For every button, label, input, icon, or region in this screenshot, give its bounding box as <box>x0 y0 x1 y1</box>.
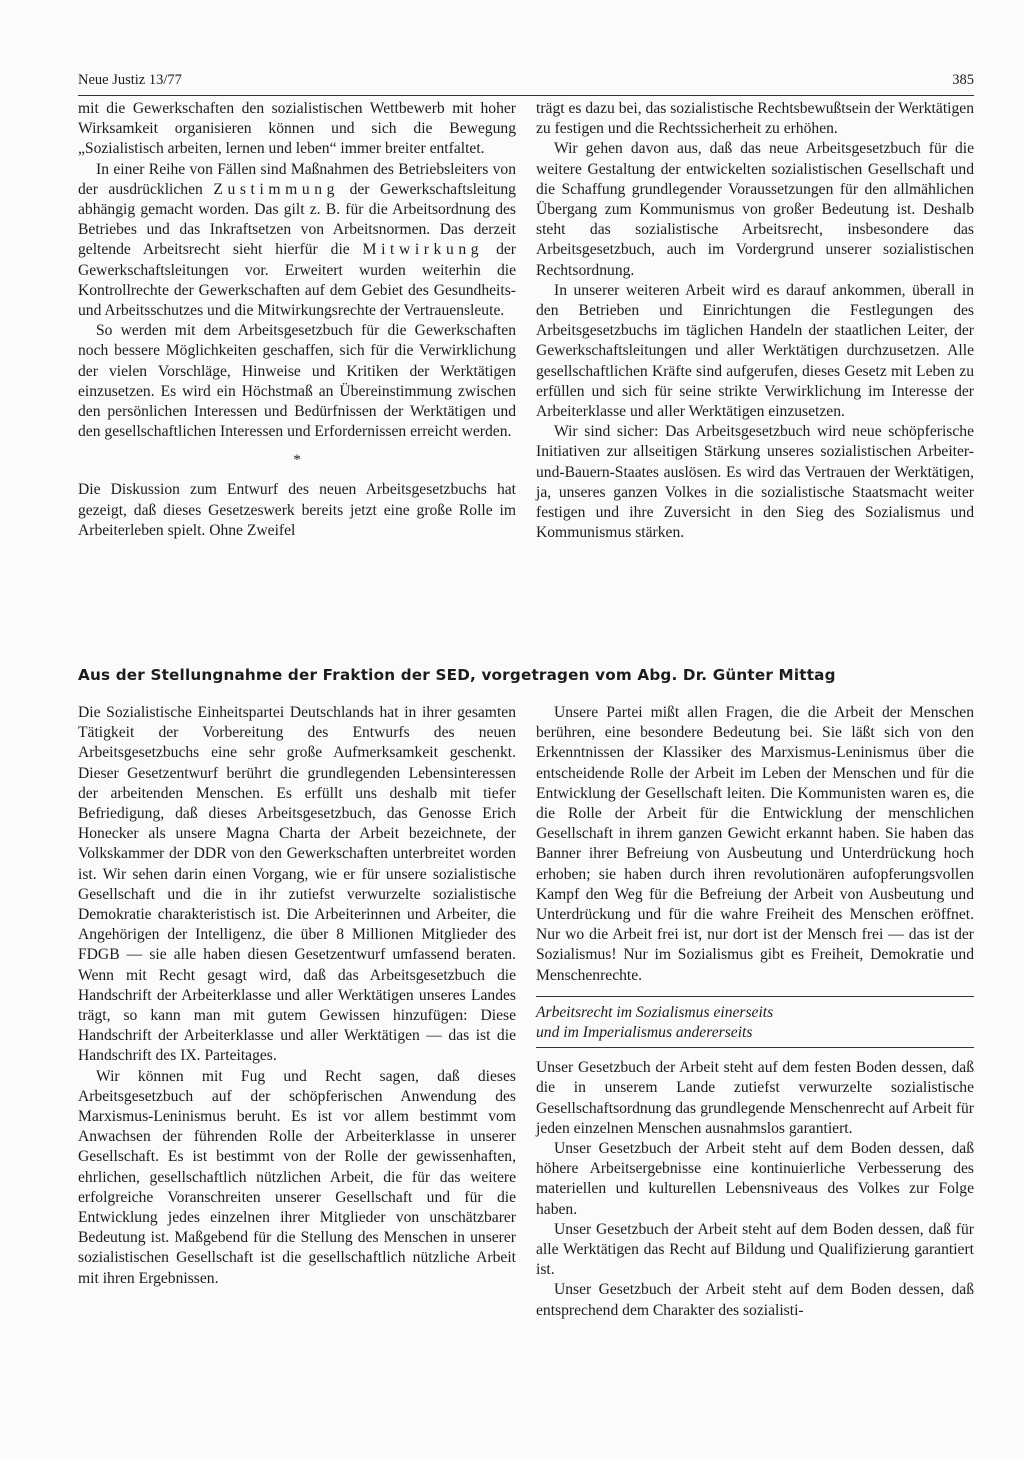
section-separator: * <box>293 452 301 469</box>
paragraph: Unser Gesetzbuch der Arbeit steht auf dem Boden dessen, daß höhere Arbeitsergebnisse eine kontinuierliche Verbesserung des materiellen und kulturellen Lebensniveaus des Volkes zur Folge haben. <box>536 1140 974 1218</box>
paragraph: Unser Gesetzbuch der Arbeit steht auf dem festen Boden dessen, daß die in unserem Lande zutiefst verwurzelte sozialistische Gesellschaftsordnung das grundlegende Menschenrecht auf Arbeit für jeden einzelnen Menschen ausnahmslos garantiert. <box>536 1059 974 1137</box>
paragraph: In unserer weiteren Arbeit wird es darauf ankommen, überall in den Betrieben und Einrichtungen die Festlegungen des Arbeitsgesetzbuchs im täglichen Handeln der staatlichen Leiter, der Gewerkschaftsleitungen und aller Werktätigen durchzusetzen. Alle gesellschaftlichen Kräfte sind aufgerufen, dieses Gesetz mit Leben zu erfüllen und sich für seine strikte Verwirklichung im Interesse der Arbeiterklasse und aller Werktätigen einzusetzen. <box>536 281 974 421</box>
page-number: 385 <box>952 72 974 88</box>
paragraph: Wir gehen davon aus, daß das neue Arbeitsgesetzbuch für die weitere Gestaltung der entwickelten sozialistischen Gesellschaft und die Schaffung grundlegender Voraussetzungen für den allmählichen Übergang zum Kommunismus von großer Bedeutung ist. Deshalb steht das sozialistische Arbeitsrecht, insbesondere das Arbeitsgesetzbuch, auch im Vordergrund unserer sozialistischen Rechtsordnung. <box>536 140 974 279</box>
journal-title: Neue Justiz 13/77 <box>78 72 182 88</box>
bottom-left-column <box>78 703 516 1289</box>
emphasis-spaced: Zustimmung <box>213 180 340 198</box>
page-header <box>78 72 974 94</box>
paragraph: mit die Gewerkschaften den sozialistischen Wettbewerb mit hoher Wirksamkeit organisieren können und sich die Bewegung „Sozialistisch arbeiten, lernen und leben“ immer breiter entfaltet. <box>78 100 516 158</box>
paragraph: Wir können mit Fug und Recht sagen, daß dieses Arbeitsgesetzbuch auf der schöpferischen Anwendung des Marxismus-Leninismus beruht. Es ist vor allem bestimmt vom Anwachsen der führenden Rolle der Arbeiterklasse in unserer Gesellschaft. Es ist bestimmt von der Rolle der gewissenhaften, ehrlichen, gesellschaftlich nützlichen Arbeit, die für das weitere erfolgreiche Voranschreiten unserer Gesellschaft und für die Entwicklung jedes einzelnen ihrer Mitglieder von unschätzbarer Bedeutung ist. Maßgebend für die Stellung des Menschen in unserer sozialistischen Gesellschaft ist die gesellschaftlich nützliche Arbeit mit ihren Ergebnissen. <box>78 1067 516 1287</box>
paragraph: Unsere Partei mißt allen Fragen, die die Arbeit der Menschen berühren, eine besondere Bedeutung bei. Sie läßt sich von den Erkenntnissen der Klassiker des Marxismus-Leninismus über die entscheidende Rolle der Arbeit im Leben der Menschen und für die Entwicklung der Gesellschaft leiten. Die Kommunisten waren es, die die Rolle der Arbeit für die Entwicklung der menschlichen Gesellschaft in ihrem ganzen Gewicht erkannt haben. Sie haben das Banner ihrer Befreiung von Ausbeutung und Unterdrückung hoch erhoben; sie haben durch ihren revolutionären aufopferungsvollen Kampf den Weg für die Befreiung der Arbeit von Ausbeutung und Unterdrückung und für die wahre Freiheit des Menschen eröffnet. Nur wo die Arbeit frei ist, nur dort ist der Mensch frei — das ist der Sozialismus! Nur im Sozialismus gibt es Freiheit, Demokratie und Menschenrechte. <box>536 704 974 984</box>
top-left-column <box>78 99 516 541</box>
paragraph <box>78 160 516 322</box>
paragraph: Wir sind sicher: Das Arbeitsgesetzbuch wird neue schöpferische Initiativen zur allseitigen Stärkung unseres sozialistischen Arbeiter-und-Bauern-Staates auslösen. Es wird das Vertrauen der Werktätigen, ja, unseres ganzen Volkes in die sozialistische Staatsmacht weiter festigen und ihre Zuversicht in den Sieg des Sozialismus und Kommunismus stärken. <box>536 423 974 542</box>
emphasis-spaced: Mitwirkung <box>362 241 484 259</box>
subheading-line: Arbeitsrecht im Sozialismus einerseits <box>536 1003 774 1021</box>
paragraph: Die Sozialistische Einheitspartei Deutschlands hat in ihrer gesamten Tätigkeit der Vorbereitung des Entwurfs des neuen Arbeitsgesetzbuchs eine sehr große Aufmerksamkeit geschenkt. Dieser Gesetzentwurf berührt die grundlegenden Lebensinteressen der arbeitenden Menschen. Es erfüllt uns deshalb mit tiefer Befriedigung, daß dieses Arbeitsgesetzbuch, das Genosse Erich Honecker als unsere Magna Charta der Arbeit bezeichnete, der Volkskammer der DDR von den Gewerkschaften unterbreitet worden ist. Wir sehen darin einen Vorgang, wie er für unsere sozialistische Gesellschaft und die in ihr zutiefst verwurzelte sozialistische Demokratie charakteristisch ist. Die Arbeiterinnen und Arbeiter, die Angehörigen der Intelligenz, die über 8 Millionen Mitglieder des FDGB — sie alle haben diesen Gesetzentwurf umfassend beraten. Wenn mit Recht gesagt wird, daß das Arbeitsgesetzbuch die Handschrift der Arbeiterklasse und aller Werktätigen unseres Landes trägt, so kann man mit gutem Gewissen hinzufügen: Diese Handschrift der Arbeiterklasse und aller Werktätigen — das ist die Handschrift des IX. Parteitages. <box>78 704 516 1065</box>
subheading-line: und im Imperialismus andererseits <box>536 1024 753 1042</box>
top-right-column <box>536 99 974 543</box>
text-run: der Gewerkschaftsleitung abhängig gemacht worden. Das gilt z. B. für die Arbeitsordnung des Betriebes und das Inkraftsetzen von Arbeitsnormen. Das derzeit geltende Arbeitsrecht sieht hierfür die <box>78 180 516 259</box>
section-heading: Aus der Stellungnahme der Fraktion der SED, vorgetragen vom Abg. Dr. Günter Mittag <box>78 666 836 684</box>
paragraph: Unser Gesetzbuch der Arbeit steht auf dem Boden dessen, daß für alle Werktätigen das Recht auf Bildung und Qualifizierung garantiert ist. <box>536 1220 974 1279</box>
text-run: der Gewerkschaftsleitungen vor. Erweitert wurden weiterhin die Kontrollrechte der Gewerkschaften auf dem Gebiet des Gesundheits- und Arbeitsschutzes und die Mitwirkungsrechte der Vertrauensleute. <box>78 241 517 320</box>
paragraph: Die Diskussion zum Entwurf des neuen Arbeitsgesetzbuchs hat gezeigt, daß dieses Gesetzeswerk bereits jetzt eine große Rolle im Arbeiterleben spielt. Ohne Zweifel <box>78 481 516 539</box>
subheading <box>536 996 974 1048</box>
header-rule <box>78 95 974 96</box>
paragraph: So werden mit dem Arbeitsgesetzbuch für die Gewerkschaften noch bessere Möglichkeiten geschaffen, sich für die Verwirklichung der vielen Vorschläge, Hinweise und Kritiken der Werktätigen einzusetzen. Es wird ein Höchstmaß an Übereinstimmung zwischen den persönlichen Interessen und Bedürfnissen der Werktätigen und den gesellschaftlichen Interessen und Erfordernissen erreicht werden. <box>78 322 516 441</box>
paragraph: trägt es dazu bei, das sozialistische Rechtsbewußtsein der Werktätigen zu festigen und die Rechtssicherheit zu erhöhen. <box>536 100 974 138</box>
text-run: In einer Reihe von Fällen sind Maßnahmen des Betriebsleiters von der ausdrücklichen <box>78 160 516 198</box>
paragraph: Unser Gesetzbuch der Arbeit steht auf dem Boden dessen, daß entsprechend dem Charakter des sozialisti- <box>536 1281 974 1319</box>
bottom-right-column <box>536 703 974 1321</box>
